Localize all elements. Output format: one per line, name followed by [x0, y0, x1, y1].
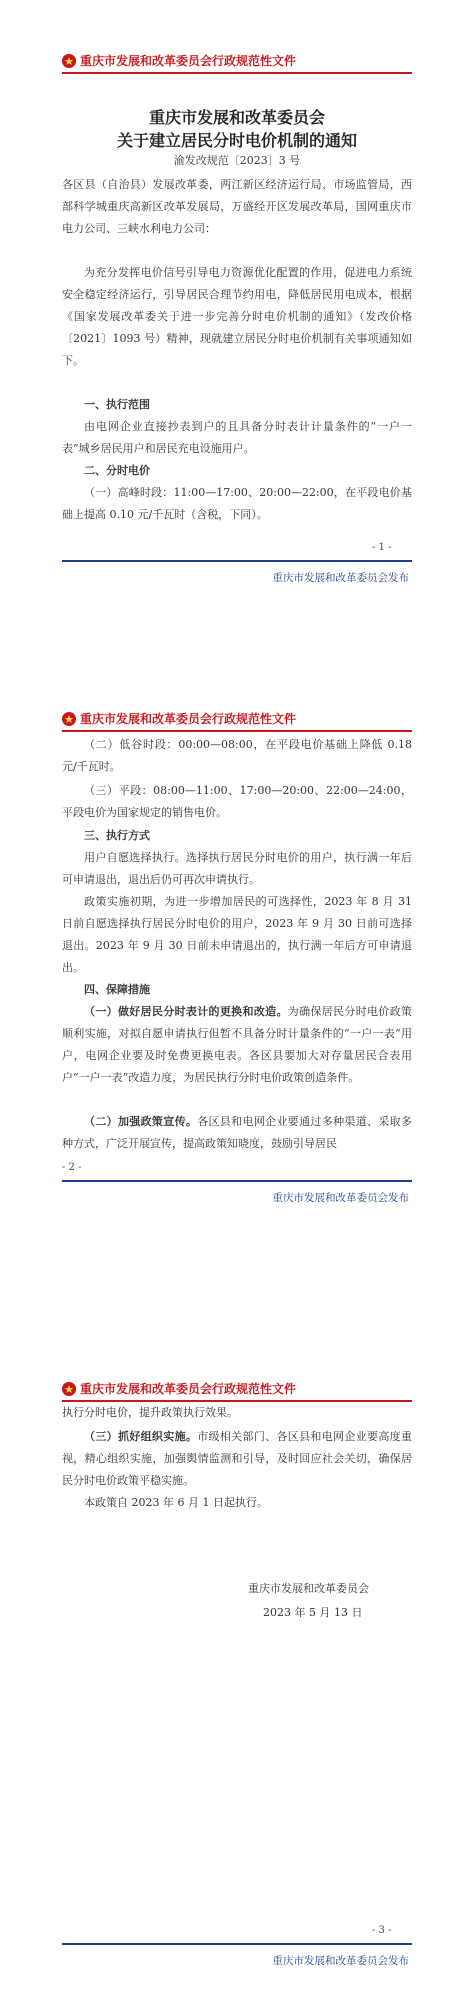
section-2-heading: 二、分时电价 [84, 464, 150, 477]
footer-publisher: 重庆市发展和改革委员会发布 [272, 1192, 409, 1204]
section-4-heading: 四、保障措施 [84, 983, 150, 996]
section-2-item-3: （三）平段：08:00—11:00、17:00—20:00、22:00—24:00，平段电价为国家规定的销售电价。 [62, 784, 412, 819]
item-body: 各区县和电网企业要通过多种渠道、采取多种方式，广泛开展宣传，提高政策知晓度，鼓励引导居民 [62, 1115, 413, 1150]
page-number: - 3 - [372, 1925, 392, 1936]
section-3-heading: 三、执行方式 [84, 829, 150, 842]
item-body: 为确保居民分时电价政策顺利实施，对拟自愿申请执行但暂不具备分时计量条件的“一户一表”用户，电网企业要及时免费更换电表。各区县要加大对存量居民合表用户“一户一表”改造力度，为居民执行分时电价政策创造条件。 [62, 1005, 413, 1084]
item-lead: （三）抓好组织实施。 [84, 1430, 198, 1443]
section-1-heading: 一、执行范围 [84, 398, 150, 411]
doc-title-line1: 重庆市发展和改革委员会 [148, 108, 325, 127]
item-lead: （二）加强政策宣传。 [84, 1115, 198, 1128]
national-emblem-icon [62, 54, 76, 68]
header-divider [62, 72, 412, 74]
page-number: - 1 - [372, 542, 392, 553]
national-emblem-icon [62, 1382, 76, 1396]
header-divider [62, 730, 412, 732]
page-header [62, 710, 296, 727]
page-1 [0, 0, 474, 640]
section-4-item-3 [62, 1426, 412, 1492]
intro-paragraph: 为充分发挥电价信号引导电力资源优化配置的作用，促进电力系统安全稳定经济运行，引导居民合理节约用电，降低居民用电成本，根据《国家发展改革委关于进一步完善分时电价机制的通知》（发改价格〔2021〕1093 号）精神，现就建立居民分时电价机制有关事项通知如下。 [62, 266, 412, 367]
sign-date: 2023 年 5 月 13 日 [263, 1606, 363, 1619]
effective-date-statement: 本政策自 2023 年 6 月 1 日起执行。 [84, 1496, 268, 1509]
page-3 [0, 1380, 474, 2011]
recipients: 各区县（自治县）发展改革委，两江新区经济运行局、市场监管局，西部科学城重庆高新区改革发展局，万盛经开区发展改革局，国网重庆市电力公司、三峡水利电力公司： [62, 178, 412, 235]
item-body: 市级相关部门、各区县和电网企业要高度重视，精心组织实施，加强舆情监测和引导，及时回应社会关切，确保居民分时电价政策平稳实施。 [62, 1430, 413, 1487]
footer-divider [62, 560, 412, 562]
section-4-item-1 [62, 1001, 412, 1089]
national-emblem-icon [62, 712, 76, 726]
footer-divider [62, 1180, 412, 1182]
section-2-item-1: （一）高峰时段：11:00—17:00、20:00—22:00，在平段电价基础上提高 0.10 元/千瓦时（含税，下同）。 [62, 486, 412, 521]
section-4-item-2-continued: 执行分时电价，提升政策执行效果。 [62, 1406, 238, 1419]
page-header [62, 52, 296, 69]
footer-publisher: 重庆市发展和改革委员会发布 [272, 1955, 409, 1967]
footer-publisher: 重庆市发展和改革委员会发布 [272, 572, 409, 584]
section-1-body: 由电网企业直接抄表到户的且具备分时表计计量条件的“一户一表”城乡居民用户和居民充电设施用户。 [62, 420, 412, 455]
section-3-paragraph-2: 政策实施初期，为进一步增加居民的可选择性，2023 年 8 月 31 日前自愿选择执行居民分时电价的用户，2023 年 9 月 30 日前可选择退出。2023 年 9 月 30 日前未申请退出的，执行满一年后方可申请退出。 [62, 895, 412, 974]
section-4-item-2 [62, 1111, 412, 1155]
page-number: - 2 - [62, 1162, 82, 1173]
doc-number: 渝发改规范〔2023〕3 号 [173, 154, 301, 167]
footer-divider [62, 1943, 412, 1945]
section-2-item-2: （二）低谷时段：00:00—08:00，在平段电价基础上降低 0.18 元/千瓦时。 [62, 738, 412, 773]
page-header [62, 1380, 296, 1397]
header-title: 重庆市发展和改革委员会行政规范性文件 [80, 54, 297, 68]
page-2 [0, 710, 474, 1310]
item-lead: （一）做好居民分时表计的更换和改造。 [84, 1005, 288, 1018]
doc-title-line2: 关于建立居民分时电价机制的通知 [116, 131, 357, 150]
header-title: 重庆市发展和改革委员会行政规范性文件 [80, 712, 297, 726]
section-3-paragraph-1: 用户自愿选择执行。选择执行居民分时电价的用户，执行满一年后可申请退出，退出后仍可再次申请执行。 [62, 851, 412, 886]
signer: 重庆市发展和改革委员会 [248, 1582, 369, 1595]
header-title: 重庆市发展和改革委员会行政规范性文件 [80, 1382, 297, 1396]
